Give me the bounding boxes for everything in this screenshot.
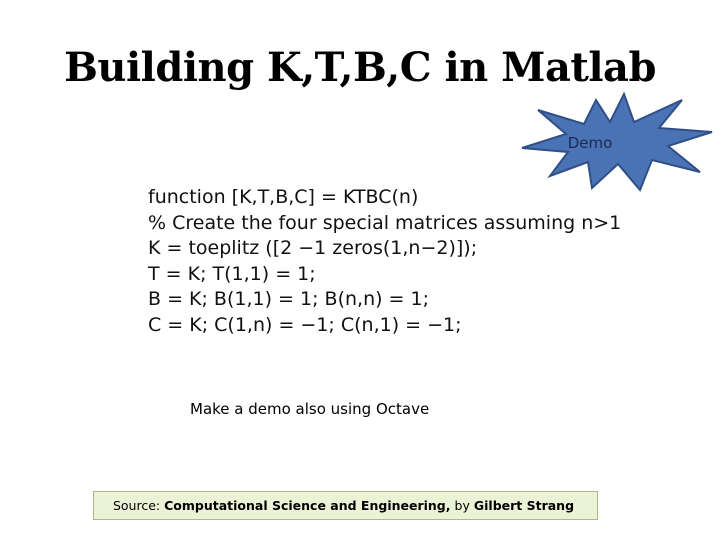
matlab-code-block <box>148 185 621 338</box>
demo-badge: Demo <box>567 134 613 152</box>
code-line: % Create the four special matrices assuming n>1 <box>148 211 622 234</box>
source-citation-box <box>93 491 598 520</box>
source-by: by <box>454 498 470 513</box>
source-book-title: Computational Science and Engineering, <box>164 498 451 513</box>
code-line: T = K; T(1,1) = 1; <box>148 262 316 285</box>
code-line: B = K; B(1,1) = 1; B(n,n) = 1; <box>148 288 430 310</box>
source-prefix: Source: <box>112 498 161 513</box>
code-line: function [K,T,B,C] = KTBC(n) <box>148 186 419 208</box>
slide-title: Building K,T,B,C in Matlab <box>64 44 656 91</box>
source-author: Gilbert Strang <box>473 498 575 513</box>
code-line: K = toeplitz ([2 −1 zeros(1,n−2)]); <box>148 237 478 259</box>
code-line: C = K; C(1,n) = −1; C(n,1) = −1; <box>148 313 462 336</box>
demo-note: Make a demo also using Octave <box>190 400 430 418</box>
